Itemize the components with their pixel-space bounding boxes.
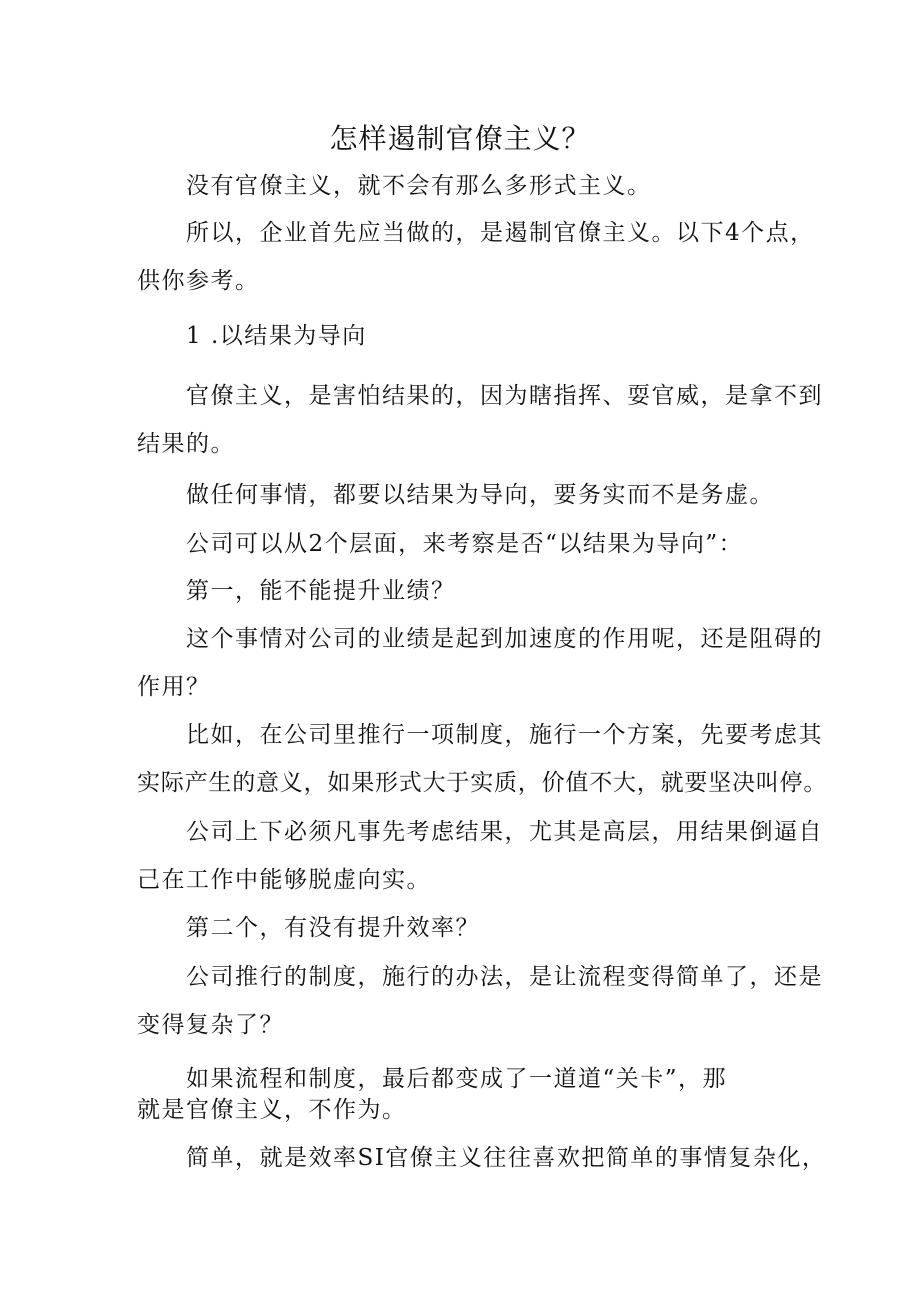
paragraph-line: 没有官僚主义，就不会有那么多形式主义。 bbox=[186, 173, 652, 199]
paragraph-line: 第一，能不能提升业绩？ bbox=[186, 578, 456, 604]
paragraph-line: 公司推行的制度，施行的办法，是让流程变得简单了，还是 bbox=[186, 964, 823, 990]
paragraph-line: 就是官僚主义，不作为。 bbox=[137, 1097, 407, 1123]
paragraph-line: 公司上下必须凡事先考虑结果，尤其是高层，用结果倒逼自 bbox=[186, 819, 823, 845]
section-heading: 1 .以结果为导向 bbox=[186, 323, 367, 349]
page-title: 怎样遏制官僚主义？ bbox=[329, 122, 591, 155]
paragraph-line: 如果流程和制度，最后都变成了一道道“关卡”，那 bbox=[186, 1066, 728, 1092]
paragraph-line: 公司可以从2个层面，来考察是否“以结果为导向”： bbox=[186, 531, 744, 557]
paragraph-line: 第二个，有没有提升效率？ bbox=[186, 915, 480, 941]
paragraph-line: 这个事情对公司的业绩是起到加速度的作用呢，还是阻碍的 bbox=[186, 626, 823, 652]
paragraph-line: 做任何事情，都要以结果为导向，要务实而不是务虚。 bbox=[186, 482, 774, 508]
paragraph-line: 作用？ bbox=[137, 674, 211, 700]
paragraph-line: 供你参考。 bbox=[137, 268, 260, 294]
paragraph-line: 官僚主义，是害怕结果的，因为瞎指挥、耍官威，是拿不到 bbox=[186, 383, 823, 409]
paragraph-line: 简单，就是效率SI官僚主义往往喜欢把简单的事情复杂化， bbox=[186, 1145, 827, 1171]
paragraph-line: 己在工作中能够脱虚向实。 bbox=[137, 867, 431, 893]
paragraph-line: 所以，企业首先应当做的，是遏制官僚主义。以下4个点， bbox=[186, 220, 815, 246]
paragraph-line: 比如，在公司里推行一项制度，施行一个方案，先要考虑其 bbox=[186, 722, 823, 748]
paragraph-line: 变得复杂了？ bbox=[137, 1012, 284, 1038]
paragraph-line: 实际产生的意义，如果形式大于实质，价值不大，就要坚决叫停。 bbox=[137, 770, 828, 796]
paragraph-line: 结果的。 bbox=[137, 431, 235, 457]
